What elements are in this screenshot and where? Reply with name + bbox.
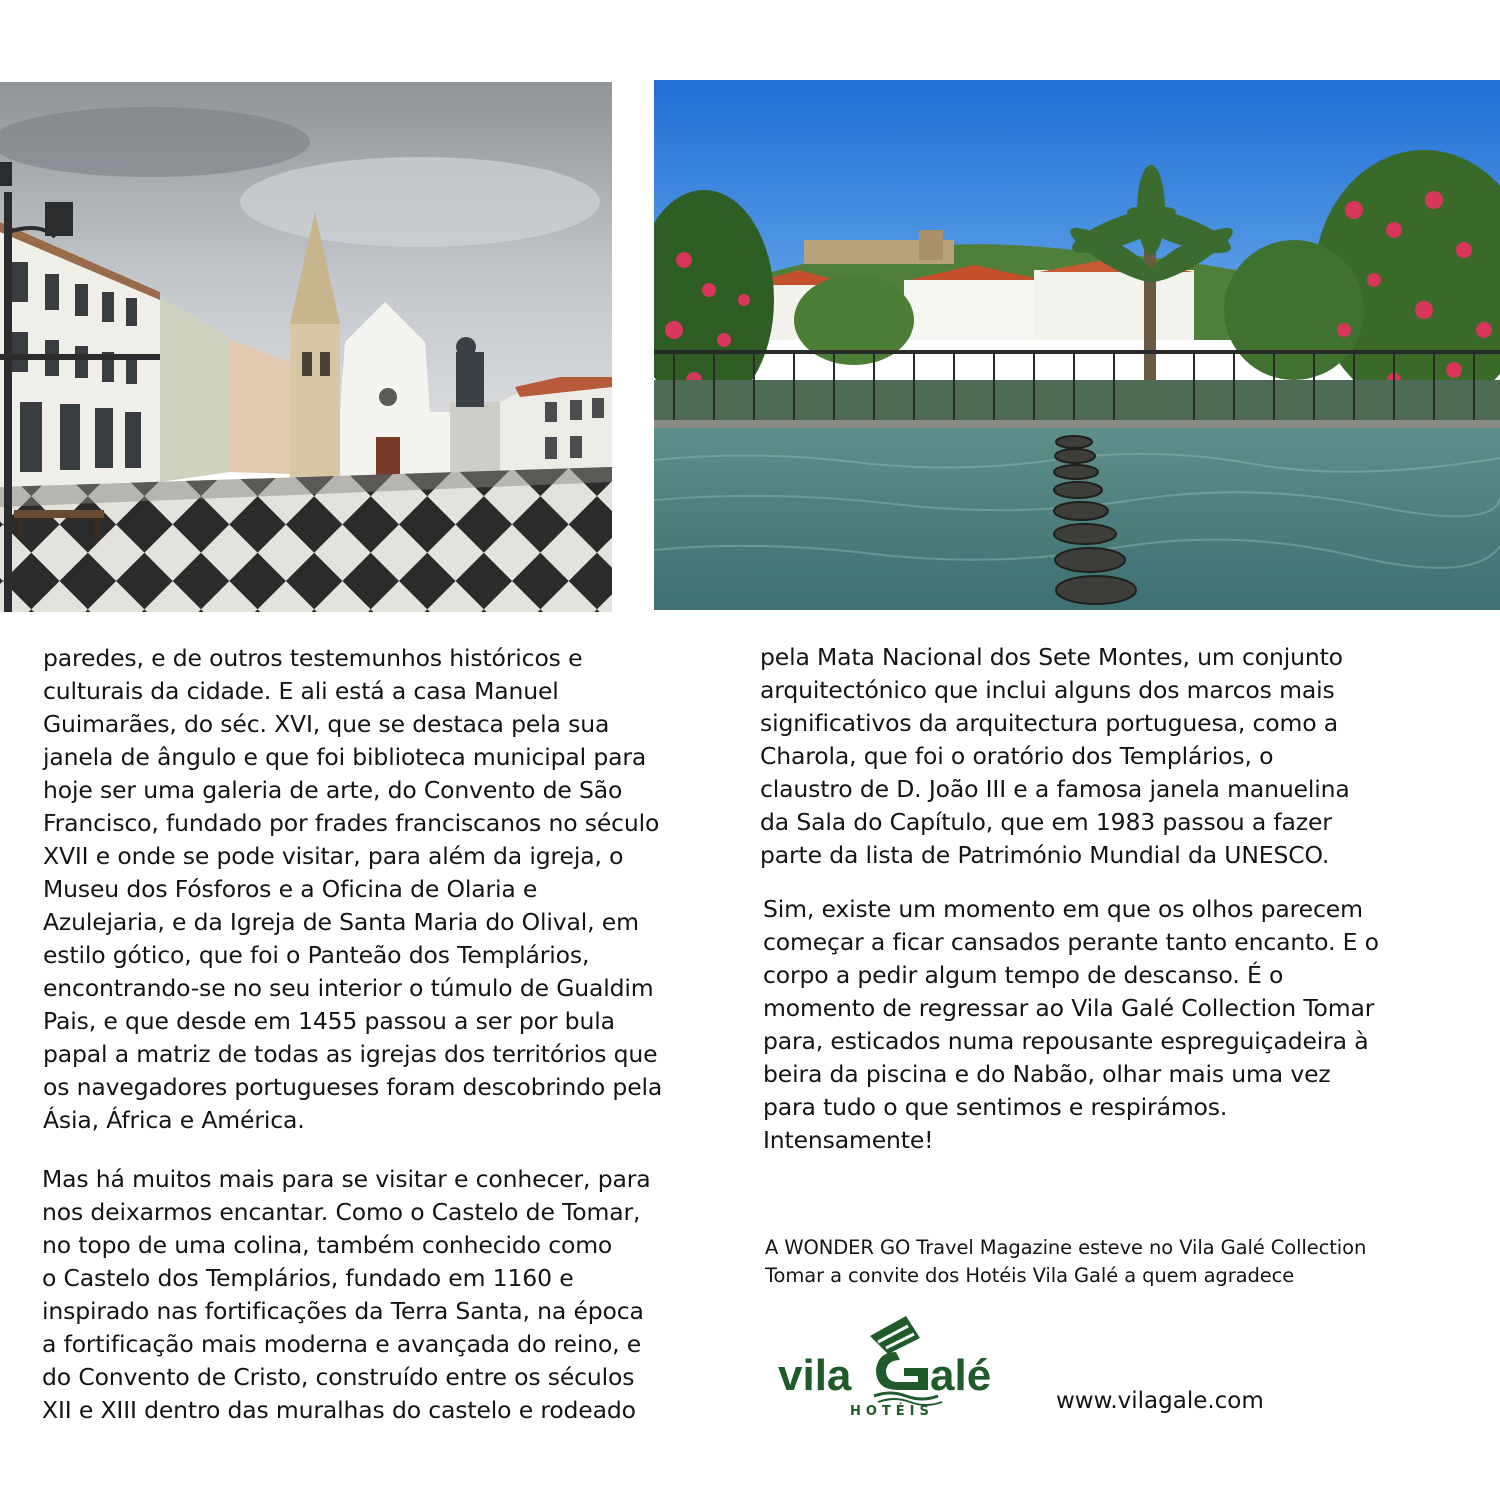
nabao-river-photo [654,80,1500,610]
text-line: papal a matriz de todas as igrejas dos territórios que [43,1040,658,1068]
text-line: Mas há muitos mais para se visitar e conhecer, para [42,1165,651,1193]
text-line: começar a ficar cansados perante tanto encanto. E o [763,928,1379,956]
vila-gale-logo [778,1310,1018,1420]
text-line: beira da piscina e do Nabão, olhar mais uma vez [763,1060,1331,1088]
text-line: paredes, e de outros testemunhos históricos e [43,644,583,672]
logo-word-vila: vila [778,1351,852,1400]
text-line: XVII e onde se pode visitar, para além da igreja, o [43,842,624,870]
text-line: os navegadores portugueses foram descobrindo pela [43,1073,663,1101]
text-line: Francisco, fundado por frades franciscanos no século [43,809,660,837]
article-left-paragraph-2 [42,1163,650,1427]
logo-word-ale: alé [930,1351,992,1400]
text-line: Azulejaria, e da Igreja de Santa Maria do Olival, em [43,908,639,936]
text-line: a fortificação mais moderna e avançada do reino, e [42,1330,642,1358]
text-line: o Castelo dos Templários, fundado em 1160 e [42,1264,574,1292]
text-line: claustro de D. João III e a famosa janela manuelina [760,775,1350,803]
text-line: janela de ângulo e que foi biblioteca municipal para [43,743,647,771]
text-line: pela Mata Nacional dos Sete Montes, um conjunto [760,643,1343,671]
text-line: culturais da cidade. E ali está a casa Manuel [43,677,559,705]
text-line: para, esticados numa repousante espreguiçadeira à [763,1027,1369,1055]
credit-line: A WONDER GO Travel Magazine esteve no Vila Galé Collection [765,1236,1367,1259]
text-line: Sim, existe um momento em que os olhos parecem [763,895,1363,923]
text-line: Guimarães, do séc. XVI, que se destaca pela sua [43,710,610,738]
text-line: corpo a pedir algum tempo de descanso. É o [763,961,1284,989]
text-line: da Sala do Capítulo, que em 1983 passou a fazer [760,808,1332,836]
text-line: XII e XIII dentro das muralhas do castelo e rodeado [42,1396,636,1424]
credit-note [765,1234,1366,1290]
logo-subtitle: HOTÉIS [850,1404,934,1419]
text-line: Charola, que foi o oratório dos Templários, o [760,742,1274,770]
text-line: estilo gótico, que foi o Panteão dos Templários, [43,941,590,969]
text-line: Museu dos Fósforos e a Oficina de Olaria e [43,875,538,903]
tomar-square-photo [0,82,612,612]
text-line: Ásia, África e América. [43,1106,305,1134]
text-line: Intensamente! [763,1126,934,1154]
text-line: parte da lista de Património Mundial da UNESCO. [760,841,1330,869]
website-link[interactable]: www.vilagale.com [1056,1388,1264,1414]
article-right-paragraph-1 [760,641,1350,872]
text-line: inspirado nas fortificações da Terra Santa, na época [42,1297,644,1325]
text-line: no topo de uma colina, também conhecido como [42,1231,613,1259]
text-line: do Convento de Cristo, construído entre os séculos [42,1363,635,1391]
text-line: nos deixarmos encantar. Como o Castelo de Tomar, [42,1198,641,1226]
article-left-paragraph-1 [43,642,662,1137]
text-line: hoje ser uma galeria de arte, do Convento de São [43,776,623,804]
text-line: para tudo o que sentimos e respirámos. [763,1093,1228,1121]
text-line: arquitectónico que inclui alguns dos marcos mais [760,676,1335,704]
article-right-paragraph-2 [763,893,1379,1157]
text-line: significativos da arquitectura portuguesa, como a [760,709,1338,737]
text-line: momento de regressar ao Vila Galé Collection Tomar [763,994,1375,1022]
text-line: Pais, e que desde em 1455 passou a ser por bula [43,1007,615,1035]
text-line: encontrando-se no seu interior o túmulo de Gualdim [43,974,654,1002]
credit-line: Tomar a convite dos Hotéis Vila Galé a quem agradece [765,1264,1295,1287]
